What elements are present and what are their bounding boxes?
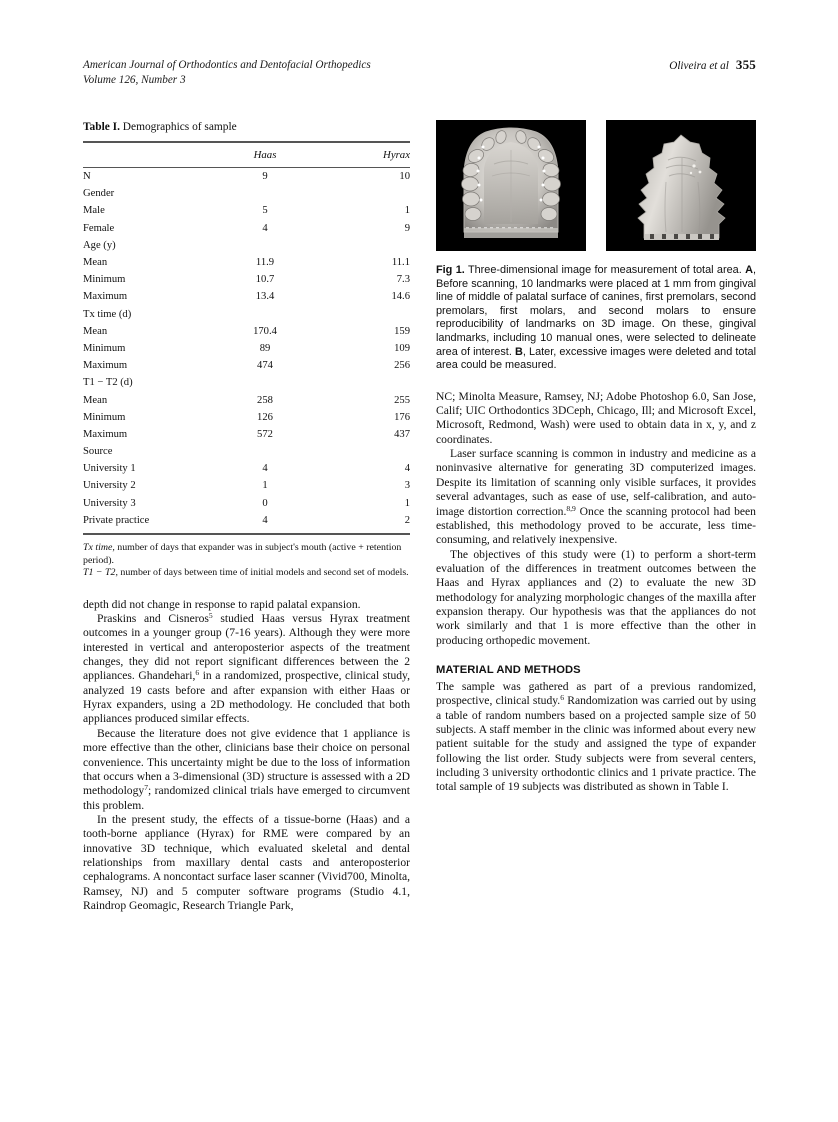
table-cell-haas: 11.9 — [255, 257, 275, 269]
table-cell-hyrax: 1 — [404, 205, 410, 217]
table-cell-hyrax: 437 — [394, 428, 410, 440]
table-bottom-rule — [83, 533, 410, 535]
table-cell-haas — [206, 306, 324, 323]
table-row-label: Female — [83, 222, 115, 234]
body-paragraph: depth did not change in response to rapid palatal expansion. — [83, 597, 361, 611]
table-row-label: Maximum — [83, 291, 128, 303]
table-footnote — [83, 542, 410, 567]
table-row — [83, 288, 410, 305]
table-cell-haas: 572 — [257, 428, 273, 440]
table-row-label: Minimum — [83, 411, 126, 423]
body-paragraph: In the present study, the effects of a tissue-borne (Haas) and a tooth-borne appliance (Hyrax) for RME were compared by an innovative 3D technique, which evaluated skeletal and dental relationships from maxillary dental casts and anteroposterior cephalograms. A noncontact surface laser scanner (Vivid700, Minolta, Ramsey, NJ) and 5 computer software programs (Studio 4.1, Raindrop Geomagic, Research Triangle Park, — [83, 812, 410, 912]
table-row — [83, 306, 410, 323]
table-row — [83, 323, 410, 340]
table-row — [83, 512, 410, 529]
body-paragraph: Because the literature does not give evidence that 1 appliance is more effective than the other, clinicians base their choice on personal convenience. This uncertainty might be due to the loss of information that occurs when a 3-dimensional (3D) structure is assessed with a 2D methodology$^7$; randomized clinical trials have emerged to circumvent this problem. — [83, 726, 410, 812]
table-cell-haas: 89 — [259, 342, 271, 354]
figure-panel-b — [606, 120, 756, 251]
table-cell-haas: 170.4 — [253, 325, 277, 337]
table-row — [83, 237, 410, 254]
table-row-label: Private practice — [83, 514, 150, 526]
left-column — [83, 120, 410, 913]
table-row — [83, 391, 410, 408]
section-heading-material-and-methods: MATERIAL AND METHODS — [436, 663, 581, 676]
table-row-label: Maximum — [83, 360, 128, 372]
table-cell-hyrax: 7.3 — [396, 274, 410, 286]
table-footnote — [83, 567, 410, 580]
running-head — [83, 58, 756, 87]
left-column-body — [83, 598, 410, 914]
body-paragraph: The objectives of this study were (1) to perform a short-term evaluation of the differences in treatment outcomes between the Haas and Hyrax appliances and (2) to evaluate the new 3D methodology for analyzing morphologic changes of the maxilla after expansion therapy. Our hypothesis was that the appliances do not work similarly and that 1 is more effective than the other in producing orthopedic movement. — [436, 547, 756, 647]
table-footnotes — [83, 542, 410, 580]
table-row — [83, 477, 410, 494]
table-cell-haas: 126 — [257, 411, 273, 423]
right-column — [436, 120, 756, 795]
table-cell-haas: 0 — [262, 497, 268, 509]
table-cell-hyrax: 11.1 — [391, 257, 410, 269]
table-cell-haas: 4 — [262, 463, 268, 475]
table-row — [83, 271, 410, 288]
table-cell-hyrax: 4 — [404, 463, 410, 475]
table-title: Demographics of sample — [122, 121, 237, 133]
table-cell-hyrax: 159 — [394, 325, 410, 337]
table-row-label: University 1 — [83, 463, 136, 475]
journal-title: American Journal of Orthodontics and Dentofacial Orthopedics — [83, 59, 371, 71]
table-cell-hyrax: 3 — [404, 480, 410, 492]
table-row — [83, 495, 410, 512]
table-row-label: N — [83, 168, 206, 186]
table-cell-hyrax — [324, 443, 410, 460]
table-cell-hyrax: 14.6 — [391, 291, 410, 303]
table-col-header-haas: Haas — [206, 142, 324, 168]
reference-superscript: 7 — [144, 783, 148, 793]
table-row — [83, 254, 410, 271]
reference-superscript: 8,9 — [566, 503, 576, 513]
table-cell-haas: 10.7 — [255, 274, 275, 286]
footnote-term: T1 − T2 — [83, 567, 116, 579]
table-cell-haas: 9 — [206, 168, 324, 186]
table-cell-hyrax: 255 — [394, 394, 410, 406]
dental-cast-occlusal-3d-scan-icon — [436, 120, 586, 251]
table-row-label: Mean — [83, 257, 108, 269]
table-cell-haas — [206, 237, 324, 254]
right-column-section-body — [436, 680, 756, 795]
table-cell-haas: 13.4 — [255, 291, 275, 303]
figure-panel-b-letter: B — [514, 345, 523, 358]
table-row — [83, 357, 410, 374]
table-row-label: Gender — [83, 188, 115, 200]
table-cell-haas — [206, 374, 324, 391]
table-row — [83, 409, 410, 426]
journal-title-block — [83, 58, 371, 87]
figure-panel-a-letter: A — [745, 264, 753, 276]
table-cell-haas — [206, 185, 324, 202]
table-col-header-blank — [83, 142, 206, 168]
table-cell-hyrax — [324, 374, 410, 391]
body-paragraph: Laser surface scanning is common in industry and medicine as a noninvasive alternative for generating 3D computerized images. Despite its limitation of scanning only visible surfaces, it provides several advantages, such as ease of use, self-calibration, and auto-image distortion correction.$^{8,9}$ Once the scanning protocol had been established, this methodology proved to be accurate, less time-consuming, and relatively inexpensive. — [436, 447, 756, 547]
table-row-label: Source — [83, 446, 113, 458]
table-row-label: University 3 — [83, 497, 136, 509]
table-row-label: Male — [83, 205, 105, 217]
footnote-text: , number of days that expander was in subject's mouth (active + retention period). — [83, 541, 402, 566]
table-caption — [83, 120, 410, 134]
right-column-body — [436, 390, 756, 648]
table-cell-hyrax — [324, 306, 410, 323]
table-body — [83, 168, 410, 529]
journal-volume: Volume 126, Number 3 — [83, 73, 186, 86]
table-label: Table I. — [83, 121, 120, 133]
demographics-table — [83, 141, 410, 529]
table-cell-hyrax: 256 — [394, 360, 410, 372]
dental-cast-frontal-3d-scan-icon — [606, 120, 756, 251]
table-cell-hyrax: 1 — [404, 497, 410, 509]
table-row — [83, 168, 410, 186]
body-paragraph: Praskins and Cisneros$^5$ studied Haas versus Hyrax treatment outcomes in a younger group (7-16 years). Although they were more interested in vertical and anteroposterior aspects of the treatment changes, they did not report significant differences between the 2 appliances. Ghandehari,$^6$ in a randomized, prospective, clinical study, analyzed 19 casts before and after expansion with either Haas or Hyrax expanders, using a 2D methodology. He concluded that both appliances produced similar effects. — [83, 611, 410, 726]
table-cell-haas: 1 — [262, 480, 268, 492]
table-cell-hyrax: 2 — [404, 514, 410, 526]
table-cell-haas: 4 — [262, 514, 268, 526]
table-row-label: Minimum — [83, 274, 126, 286]
table-row — [83, 340, 410, 357]
table-col-header-hyrax: Hyrax — [324, 142, 410, 168]
table-cell-haas: 474 — [257, 360, 273, 372]
table-row-label: Tx time (d) — [83, 308, 132, 320]
table-row — [83, 460, 410, 477]
figure-1-caption — [436, 264, 756, 373]
table-row — [83, 220, 410, 237]
table-cell-hyrax: 109 — [394, 342, 410, 354]
footnote-text: , number of days between time of initial models and second set of models. — [115, 567, 409, 579]
table-row-label: University 2 — [83, 480, 136, 492]
figure-1-images — [436, 120, 756, 251]
table-row — [83, 374, 410, 391]
table-cell-hyrax — [324, 237, 410, 254]
table-row-label: Mean — [83, 394, 108, 406]
figure-label: Fig 1. — [436, 264, 465, 276]
body-paragraph: NC; Minolta Measure, Ramsey, NJ; Adobe Photoshop 6.0, San Jose, Calif; UIC Orthodontics 3DCeph, Chicago, Ill; and Microsoft Excel, Microsoft, Redmond, Wash) were used to obtain data in x, y, and z coordinates. — [436, 389, 756, 446]
table-cell-haas — [206, 443, 324, 460]
footnote-term: Tx time — [83, 541, 113, 553]
table-cell-haas: 258 — [257, 394, 273, 406]
reference-superscript: 5 — [208, 611, 213, 621]
table-row-label: Age (y) — [83, 239, 116, 251]
running-head-right — [669, 58, 756, 74]
reference-superscript: 6 — [195, 668, 200, 678]
page-number: 355 — [735, 57, 756, 72]
table-cell-hyrax: 10 — [324, 168, 410, 186]
table-row — [83, 443, 410, 460]
table-row-label: T1 − T2 (d) — [83, 377, 133, 389]
body-paragraph: The sample was gathered as part of a previous randomized, prospective, clinical study.$^6$ Randomization was carried out by using a table of random numbers based on a projected sample size of 50 subjects. A staff member in the clinic was informed about every new patient suitable for the study and assigned the type of expander following the list order. Study subjects were from several centers, including 3 university orthodontic clinics and 1 private practice. The total sample of 19 subjects was distributed as shown in Table I. — [436, 679, 756, 794]
table-cell-haas: 4 — [262, 222, 268, 234]
table-header — [83, 142, 410, 168]
running-head-authors: Oliveira et al — [669, 60, 729, 72]
figure-caption-part3: , Later, excessive images were deleted and total area could be measured. — [436, 345, 756, 372]
table-row — [83, 185, 410, 202]
table-row-label: Maximum — [83, 428, 128, 440]
figure-caption-part1: Three-dimensional image for measurement of total area. — [464, 264, 746, 276]
table-row-label: Mean — [83, 325, 108, 337]
table-cell-haas: 5 — [262, 205, 268, 217]
reference-superscript: 6 — [560, 693, 564, 703]
table-row-label: Minimum — [83, 342, 126, 354]
table-row — [83, 202, 410, 219]
figure-panel-a — [436, 120, 586, 251]
table-row — [83, 426, 410, 443]
figure-caption-part2: , Before scanning, 10 landmarks were placed at 1 mm from gingival line of middle of palatal surface of canines, first premolars, second premolars, first molars, and second molars to ensure reproducibility of landmarks on 3D image. On these, gingival landmarks, including 10 manual ones, were selected to delineate area of interest. — [436, 264, 756, 358]
table-cell-hyrax: 9 — [404, 222, 410, 234]
table-cell-hyrax — [324, 185, 410, 202]
table-cell-hyrax: 176 — [394, 411, 410, 423]
